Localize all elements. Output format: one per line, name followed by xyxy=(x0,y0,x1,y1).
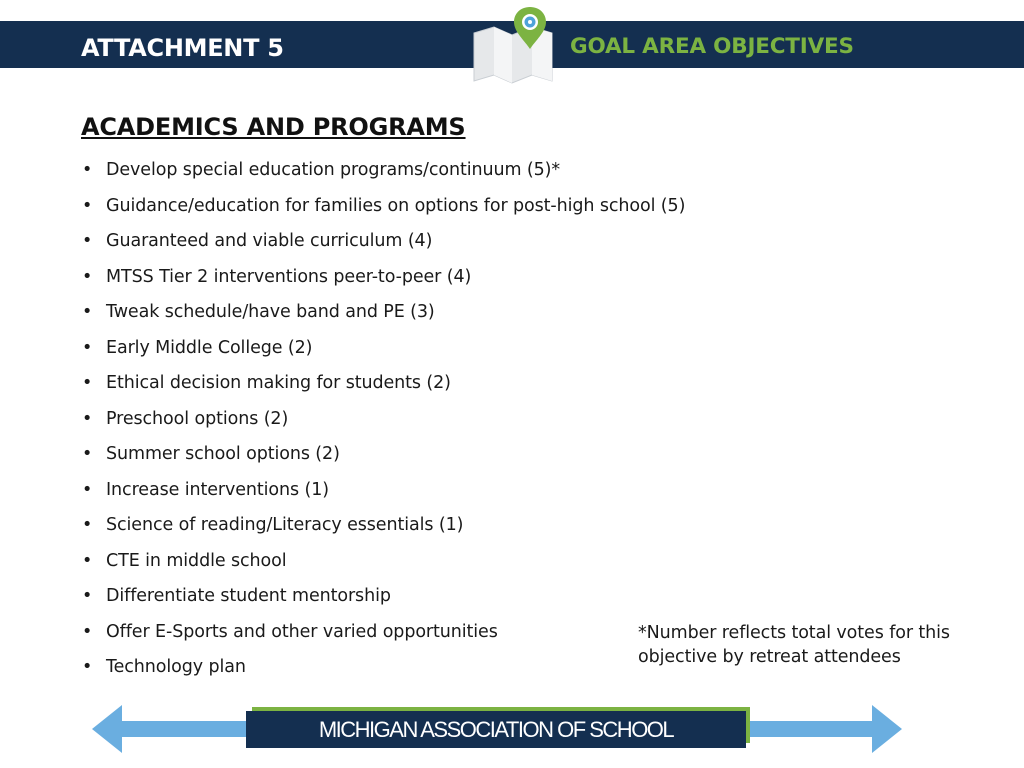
objective-item: • Increase interventions (1) xyxy=(81,478,721,502)
attachment-title: ATTACHMENT 5 xyxy=(81,34,284,62)
objective-item: • Technology plan xyxy=(81,655,721,679)
objective-item: • Develop special education programs/continuum (5)* xyxy=(81,158,721,182)
objective-item: • Ethical decision making for students (2) xyxy=(81,371,721,395)
section-title: ACADEMICS AND PROGRAMS xyxy=(81,113,466,141)
goal-area-title: GOAL AREA OBJECTIVES xyxy=(570,34,854,59)
right-arrow-icon xyxy=(748,703,904,755)
objective-item: • Tweak schedule/have band and PE (3) xyxy=(81,300,721,324)
objective-item: • Guaranteed and viable curriculum (4) xyxy=(81,229,721,253)
footer-banner: MICHIGAN ASSOCIATION OF SCHOOL xyxy=(246,711,746,748)
objective-item: • Differentiate student mentorship xyxy=(81,584,721,608)
objective-item: • CTE in middle school xyxy=(81,549,721,573)
objective-item: • Offer E-Sports and other varied opportunities xyxy=(81,620,721,644)
objective-item: • Guidance/education for families on options for post-high school (5) xyxy=(81,194,721,218)
objective-item: • Early Middle College (2) xyxy=(81,336,721,360)
left-arrow-icon xyxy=(90,703,250,755)
map-pin-icon xyxy=(470,5,556,85)
objective-item: • Summer school options (2) xyxy=(81,442,721,466)
objective-item: • Preschool options (2) xyxy=(81,407,721,431)
objective-item: • MTSS Tier 2 interventions peer-to-peer (4) xyxy=(81,265,721,289)
objective-item: • Science of reading/Literacy essentials (1) xyxy=(81,513,721,537)
vote-footnote: *Number reflects total votes for this objective by retreat attendees xyxy=(638,623,950,667)
objectives-list xyxy=(81,158,721,691)
